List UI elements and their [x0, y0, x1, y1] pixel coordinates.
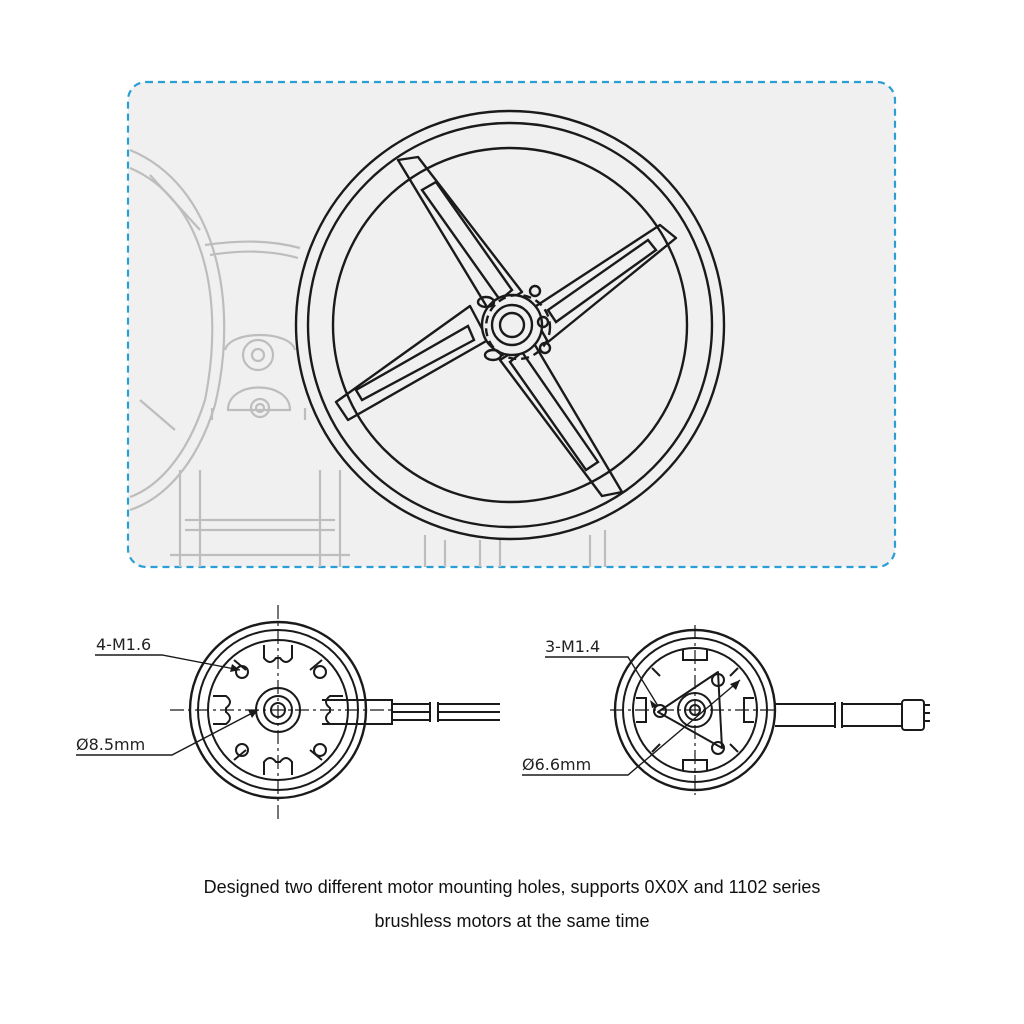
connector-plug	[902, 700, 924, 730]
caption-line-1: Designed two different motor mounting holes, supports 0X0X and 1102 series	[203, 877, 821, 897]
frame-detail-panel	[128, 82, 895, 567]
motor-a-hole-label: 4-M1.6	[96, 635, 152, 654]
caption-line-2: brushless motors at the same time	[374, 911, 650, 931]
motor-a-diagram	[76, 605, 500, 822]
mounting-holes	[654, 674, 724, 754]
motor-b-diagram	[522, 625, 930, 795]
motor-b-diameter-label: Ø6.6mm	[522, 755, 592, 774]
motor-b-hole-label: 3-M1.4	[545, 637, 601, 656]
motor-b-wire	[775, 700, 930, 730]
motor-a-diameter-label: Ø8.5mm	[76, 735, 146, 754]
